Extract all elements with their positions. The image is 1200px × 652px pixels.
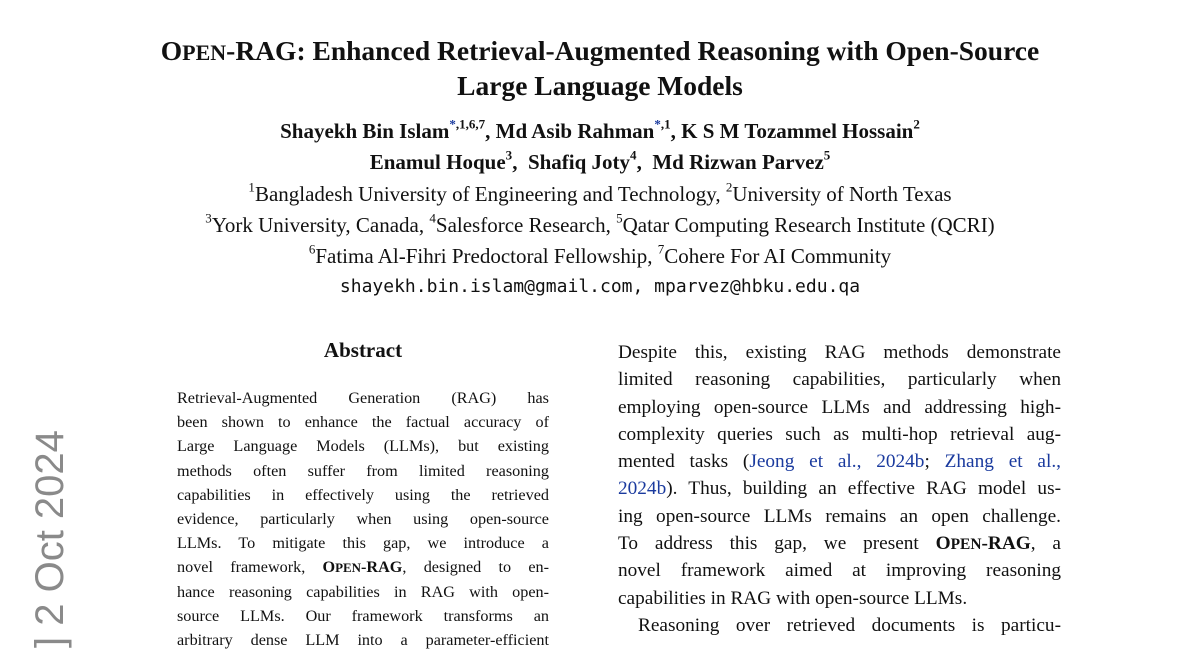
citation-link-zhang[interactable]: Zhang et al., [944,451,1061,473]
author-name: K S M Tozammel Hossain [681,119,914,143]
abstract-line: capabilities in effectively using the retrieved [177,485,549,504]
intro-line: novel framework aimed at improving reasoning [618,560,1061,582]
abstract-line: novel framework, OPEN-RAG, designed to en- [177,558,549,577]
abstract-line: source LLMs. Our framework transforms an [177,606,549,625]
author-name: Shayekh Bin Islam [280,119,450,143]
arxiv-date-stamp: ] 2 Oct 2024 [28,430,72,648]
author-line-1: Shayekh Bin Islam$^{*,1,6,7}$, Md Asib Rahman$^{*,1}$, K S M Tozammel Hossain$^2$ [280,116,920,143]
intro-line: complexity queries such as multi-hop retrieval aug- [618,423,1061,445]
affiliation-line-2: $^3$York University, Canada, $^4$Salesforce Research, $^5$Qatar Computing Research Institute (QCRI) [205,210,995,237]
author-line-2: Enamul Hoque$^3$, Shafiq Joty$^4$, Md Rizwan Parvez$^5$ [369,147,831,174]
abstract-line: Large Language Models (LLMs), but existing [177,437,549,456]
title-name-pen: PEN [182,40,227,65]
title-name-rag: -RAG [226,35,297,66]
affiliation: Fatima Al-Fihri Predoctoral Fellowship, [315,244,653,268]
intro-line: Reasoning over retrieved documents is particu- [638,614,1061,636]
affiliation-line-3: $^6$Fatima Al-Fihri Predoctoral Fellowship, $^7$Cohere For AI Community [308,241,892,268]
abstract-line: been shown to enhance the factual accuracy of [177,413,549,432]
affiliation: Qatar Computing Research Institute (QCRI) [622,213,995,237]
framework-name: OPEN-RAG [935,533,1031,555]
title-line2: Large Language Models [457,70,743,101]
abstract-line: evidence, particularly when using open-source [177,509,549,528]
author-emails[interactable]: shayekh.bin.islam@gmail.com, mparvez@hbku.edu.qa [339,276,861,297]
author-name: Md Rizwan Parvez [652,150,824,174]
intro-line: Despite this, existing RAG methods demonstrate [618,342,1061,363]
intro-line: employing open-source LLMs and addressing high- [618,396,1061,418]
introduction-text [618,339,1061,639]
abstract-line: LLMs. To mitigate this gap, we introduce a [177,534,549,553]
title-line1-rest: : Enhanced Retrieval-Augmented Reasoning with Open-Source [296,35,1040,66]
abstract-line: hance reasoning capabilities in RAG with open- [177,582,549,601]
title-name-o: O [160,35,183,66]
abstract-heading: Abstract [323,338,403,362]
author-name: Enamul Hoque [369,150,506,174]
author-name: Shafiq Joty [527,150,631,174]
framework-name: OPEN-RAG [322,558,403,577]
affiliation: Salesforce Research, [435,213,611,237]
intro-line: limited reasoning capabilities, particularly when [618,369,1061,391]
equal-contrib-mark[interactable]: * [449,116,456,132]
citation-link-zhang-year[interactable]: 2024b [618,478,667,500]
intro-line: mented tasks (Jeong et al., 2024b; Zhang et al., [618,451,1061,473]
equal-contrib-mark[interactable]: * [654,116,661,132]
affiliation: Cohere For AI Community [664,244,892,268]
intro-line: ing open-source LLMs remains an open challenge. [618,505,1061,527]
author-name: Md Asib Rahman [495,119,655,143]
abstract-line: arbitrary dense LLM into a parameter-efficient [177,630,549,649]
intro-line: To address this gap, we present OPEN-RAG, a [618,533,1061,555]
affiliation: University of North Texas [732,182,952,206]
affiliation-line-1: $^1$Bangladesh University of Engineering and Technology, $^2$University of North Texas [248,179,952,206]
affiliation: Bangladesh University of Engineering and Technology, [254,182,721,206]
affiliation: York University, Canada, [211,213,425,237]
abstract-body [177,386,549,652]
paper-title [100,34,1100,102]
abstract-line: methods often suffer from limited reasoning [177,461,549,480]
citation-link-jeong[interactable]: Jeong et al., 2024b [749,451,925,473]
intro-line: 2024b). Thus, building an effective RAG model us- [618,478,1061,500]
abstract-line: Retrieval-Augmented Generation (RAG) has [177,389,549,407]
intro-line: capabilities in RAG with open-source LLMs. [618,587,968,609]
